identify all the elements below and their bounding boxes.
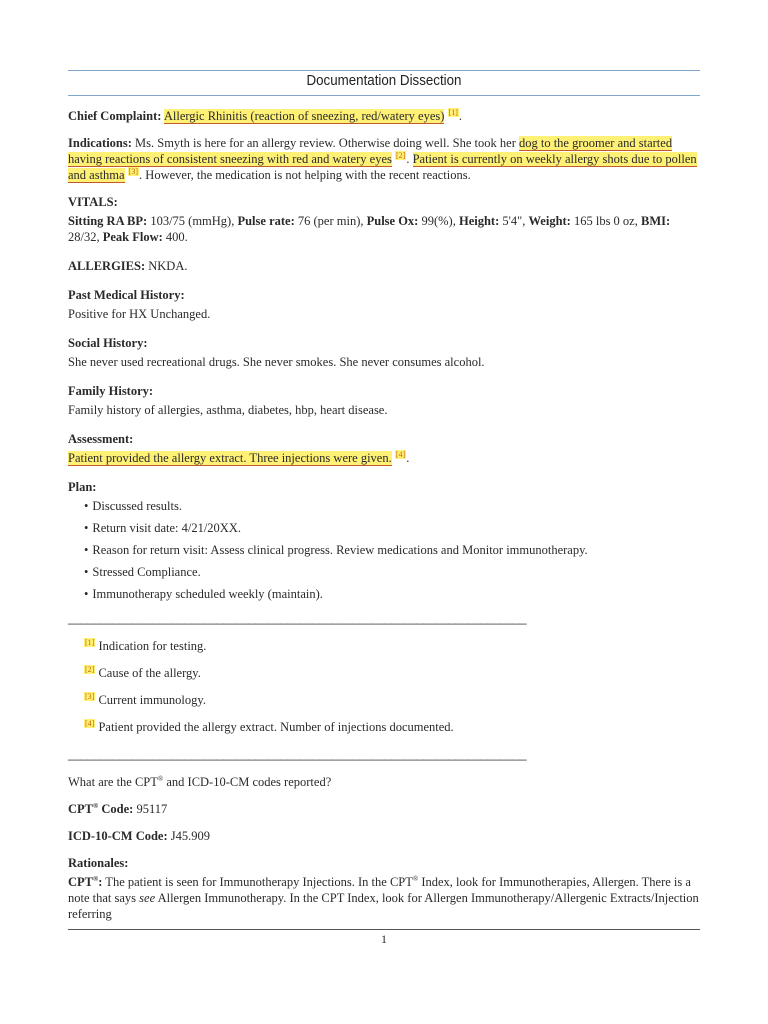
page-number: 1 xyxy=(381,932,387,946)
indications-mid: . xyxy=(406,152,413,166)
cpt-code xyxy=(68,801,704,817)
footnote-text-4: Patient provided the allergy extract. Number of injections documented. xyxy=(95,720,454,734)
footnote-ref-1[interactable]: [1] xyxy=(448,107,458,117)
question-divider: _______________________________________________________________________ xyxy=(68,747,527,761)
chief-complaint-highlight: Allergic Rhinitis (reaction of sneezing, red/watery eyes) xyxy=(163,109,445,123)
bp-value: 103/75 (mmHg), xyxy=(147,214,238,228)
footnote-marker-2: [2] xyxy=(85,664,95,674)
footnote-marker-4: [4] xyxy=(85,718,95,728)
list-item: • Immunotherapy scheduled weekly (maintain). xyxy=(84,586,704,602)
footnote-3 xyxy=(84,692,704,708)
assessment-label: Assessment: xyxy=(68,432,134,446)
footnote-1 xyxy=(84,638,704,654)
cpt-label: CPT xyxy=(68,802,93,816)
vitals xyxy=(68,194,704,245)
top-rule xyxy=(68,70,700,71)
weight-value: 165 lbs 0 oz, xyxy=(570,214,641,228)
bottom-rule xyxy=(68,929,700,930)
rationale-text-3: Allergen Immunotherapy. In the CPT Index, look for Allergen Immunotherapy/Allergenic Extracts/Injection referring xyxy=(68,891,699,921)
footnote-text-3: Current immunology. xyxy=(95,693,206,707)
question-reg: ® xyxy=(157,774,164,783)
pmh-text: Positive for HX Unchanged. xyxy=(68,307,211,321)
rationale-colon: : xyxy=(98,875,103,889)
footnote-ref-2[interactable]: [2] xyxy=(395,150,406,160)
footnote-text-1: Indication for testing. xyxy=(95,639,207,653)
family-history-text: Family history of allergies, asthma, diabetes, hbp, heart disease. xyxy=(68,403,388,417)
footnote-2 xyxy=(84,665,704,681)
rationale-see: see xyxy=(139,891,156,905)
list-item: • Reason for return visit: Assess clinical progress. Review medications and Monitor immunotherapy. xyxy=(84,542,704,558)
peak-flow-value: 400. xyxy=(162,230,188,244)
indications-highlight-2: Patient is currently on weekly allergy shots due to pollen and asthma xyxy=(68,152,697,182)
bp-label: Sitting RA BP: xyxy=(68,214,148,228)
cpt-label-tail: Code: xyxy=(98,802,134,816)
footnote-4 xyxy=(84,719,704,735)
indications-text-1: Ms. Smyth is here for an allergy review. Otherwise doing well. She took her xyxy=(131,136,519,150)
rationale-text-2: Index, look for Immunotherapies, Allergen. There is a note that says xyxy=(68,875,691,905)
question-pre: What are the CPT xyxy=(68,775,158,789)
pulse-label: Pulse rate: xyxy=(237,214,295,228)
footnote-ref-4[interactable]: [4] xyxy=(395,449,406,459)
list-item: • Discussed results. xyxy=(84,498,704,514)
allergies xyxy=(68,258,704,274)
weight-label: Weight: xyxy=(528,214,571,228)
indications xyxy=(68,135,704,183)
rationales-label: Rationales: xyxy=(68,856,129,870)
height-value: 5'4", xyxy=(499,214,529,228)
bmi-value: 28/32, xyxy=(68,230,103,244)
assessment-text xyxy=(68,450,704,466)
bmi-label: BMI: xyxy=(640,214,671,228)
footnote-text-2: Cause of the allergy. xyxy=(95,666,201,680)
footnote-ref-3[interactable]: [3] xyxy=(128,166,139,176)
chief-complaint-label: Chief Complaint: xyxy=(68,109,162,123)
height-label: Height: xyxy=(458,214,500,228)
assessment-highlight: Patient provided the allergy extract. Three injections were given. xyxy=(68,451,392,465)
pulse-ox-label: Pulse Ox: xyxy=(366,214,419,228)
title-rule xyxy=(68,95,700,96)
pmh-label: Past Medical History: xyxy=(68,288,185,302)
document-body xyxy=(68,108,704,933)
chief-complaint-tail: . xyxy=(458,109,462,123)
list-item: • Return visit date: 4/21/20XX. xyxy=(84,520,704,536)
icd-code xyxy=(68,828,704,844)
peak-flow-label: Peak Flow: xyxy=(102,230,163,244)
plan-list xyxy=(68,498,704,602)
plan-label: Plan: xyxy=(68,480,97,494)
rationales-text xyxy=(68,874,704,922)
footnote-marker-1: [1] xyxy=(85,637,95,647)
rationale-cpt-reg: ® xyxy=(93,874,99,883)
social-history-text: She never used recreational drugs. She never smokes. She never consumes alcohol. xyxy=(68,355,485,369)
indications-label: Indications: xyxy=(68,136,132,150)
list-item: • Stressed Compliance. xyxy=(84,564,704,580)
social-history-label: Social History: xyxy=(68,336,148,350)
rationale-reg-2: ® xyxy=(412,874,419,883)
chief-complaint xyxy=(68,108,704,124)
footnote-divider: _______________________________________________________________________ xyxy=(68,611,527,625)
indications-highlight-1: dog to the groomer and started having reactions of consistent sneezing with red and watery eyes xyxy=(68,136,673,166)
vitals-heading: VITALS: xyxy=(68,195,118,209)
cpt-value: 95117 xyxy=(133,802,168,816)
page-title: Documentation Dissection xyxy=(306,73,462,89)
question xyxy=(68,774,704,790)
indications-text-2: . However, the medication is not helping with the recent reactions. xyxy=(139,168,471,182)
icd-label: ICD-10-CM Code: xyxy=(68,829,168,843)
rationale-cpt-label: CPT xyxy=(68,875,93,889)
allergies-value: NKDA. xyxy=(145,259,188,273)
allergies-label: ALLERGIES: xyxy=(68,259,146,273)
family-history-label: Family History: xyxy=(68,384,154,398)
rationale-text-1: The patient is seen for Immunotherapy Injections. In the CPT xyxy=(102,875,413,889)
question-post: and ICD-10-CM codes reported? xyxy=(163,775,332,789)
pulse-ox-value: 99(%), xyxy=(418,214,459,228)
cpt-reg: ® xyxy=(93,801,99,810)
pulse-value: 76 (per min), xyxy=(294,214,367,228)
footnote-marker-3: [3] xyxy=(85,691,95,701)
assessment-tail: . xyxy=(406,451,410,465)
icd-value: J45.909 xyxy=(167,829,211,843)
